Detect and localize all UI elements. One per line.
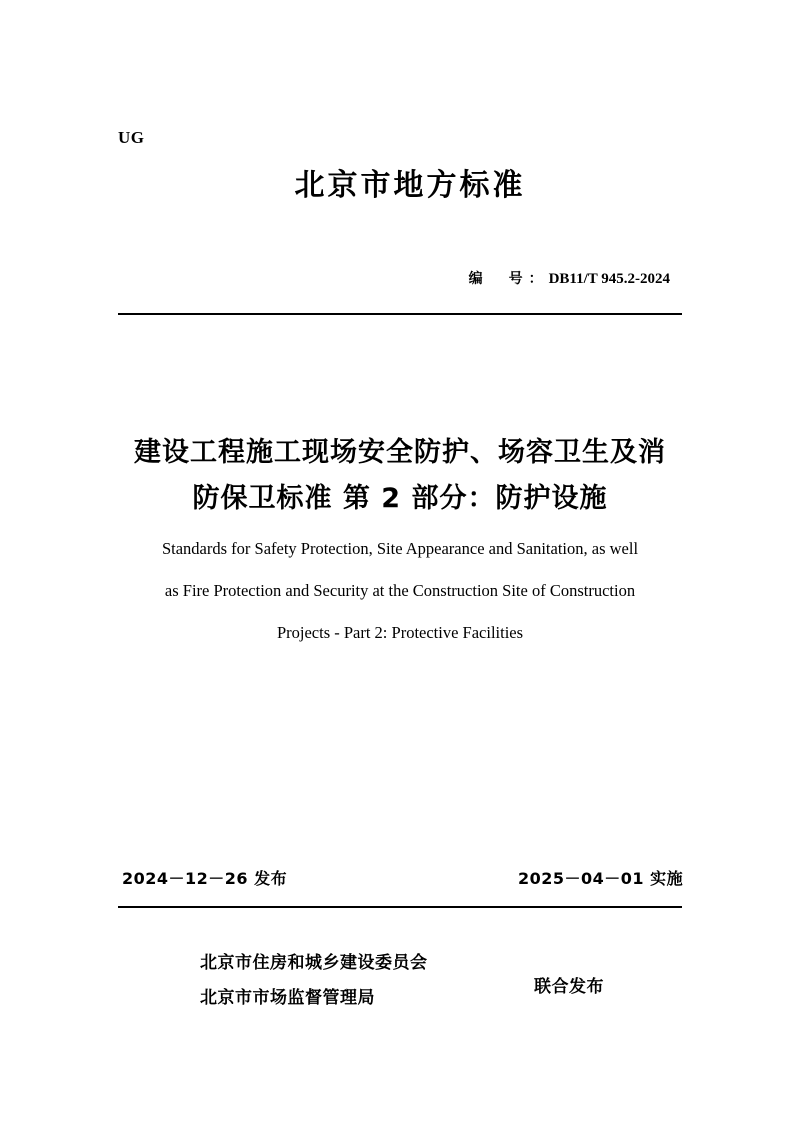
divider-top xyxy=(118,313,682,315)
document-title-en xyxy=(110,528,690,654)
document-title-en-line3: Projects - Part 2: Protective Facilities xyxy=(276,623,524,642)
standard-code-line xyxy=(469,268,670,288)
publisher-names xyxy=(200,946,428,1016)
document-title-cn-line1: 建设工程施工现场安全防护、场容卫生及消 xyxy=(134,437,666,468)
document-title-cn-line2: 防保卫标准 第 2 部分：防护设施 xyxy=(192,483,608,514)
document-title-en-line1: Standards for Safety Protection, Site Appearance and Sanitation, as well xyxy=(161,539,639,558)
standard-type-heading: 北京市地方标准 xyxy=(294,168,526,203)
ug-mark: UG xyxy=(118,128,145,147)
publisher-line-2: 北京市市场监督管理局 xyxy=(200,988,375,1008)
joint-release-label: 联合发布 xyxy=(534,977,604,997)
publisher-line-1: 北京市住房和城乡建设委员会 xyxy=(200,953,428,973)
standard-code-label: 编 号： xyxy=(468,271,549,287)
issue-date: 2024－12－26 发布 xyxy=(122,869,288,888)
implementation-date: 2025－04－01 实施 xyxy=(518,869,684,888)
document-title-cn xyxy=(105,430,695,522)
standard-code-value: DB11/T 945.2-2024 xyxy=(548,271,670,287)
document-title-en-line2: as Fire Protection and Security at the Construction Site of Construction xyxy=(164,581,636,600)
divider-bottom xyxy=(118,906,682,908)
